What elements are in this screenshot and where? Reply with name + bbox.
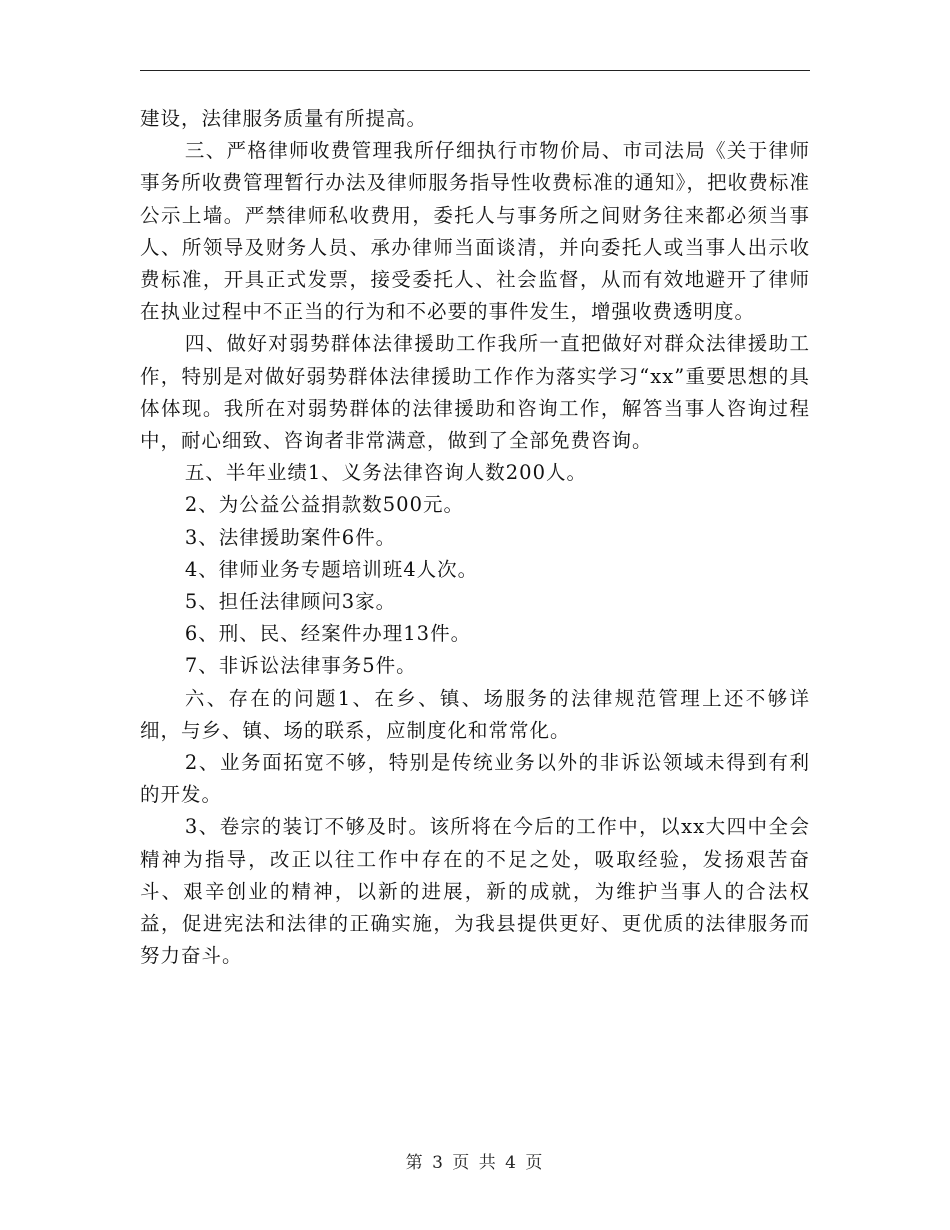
paragraph: 7、非诉讼法律事务5件。	[184, 654, 417, 678]
paragraph: 建设，法律服务质量有所提高。	[140, 107, 428, 130]
paragraph: 3、卷宗的装订不够及时。该所将在今后的工作中，以xx大四中全会精神为指导，改正以往工作中存在的不足之处，吸取经验，发扬艰苦奋斗、艰辛创业的精神，以新的进展，新的成就，为维护当事人的合法权益，促进宪法和法律的正确实施，为我县提供更好、更优质的法律服务而努力奋斗。	[140, 815, 810, 968]
paragraph: 三、严格律师收费管理我所仔细执行市物价局、市司法局《关于律师事务所收费管理暂行办法及律师服务指导性收费标准的通知》，把收费标准公示上墙。严禁律师私收费用，委托人与事务所之间财务往来都必须当事人、所领导及财务人员、承办律师当面谈清，并向委托人或当事人出示收费标准，开具正式发票，接受委托人、社会监督，从而有效地避开了律师在执业过程中不正当的行为和不必要的事件发生，增强收费透明度。	[140, 139, 810, 324]
page-footer: 第 3 页 共 4 页	[405, 1153, 545, 1173]
paragraph: 5、担任法律顾问3家。	[184, 590, 397, 614]
paragraph: 3、法律援助案件6件。	[184, 525, 397, 549]
paragraph: 2、业务面拓宽不够，特别是传统业务以外的非诉讼领域未得到有利的开发。	[140, 751, 810, 807]
document-body	[140, 103, 810, 972]
paragraph: 五、半年业绩1、义务法律咨询人数200人。	[184, 461, 587, 485]
paragraph: 2、为公益公益捐款数500元。	[184, 493, 464, 517]
paragraph: 六、存在的问题1、在乡、镇、场服务的法律规范管理上还不够详细，与乡、镇、场的联系，应制度化和常常化。	[140, 686, 810, 742]
paragraph: 4、律师业务专题培训班4人次。	[184, 557, 479, 581]
header-rule	[140, 70, 810, 71]
paragraph: 四、做好对弱势群体法律援助工作我所一直把做好对群众法律援助工作，特别是对做好弱势群体法律援助工作作为落实学习“xx”重要思想的具体体现。我所在对弱势群体的法律援助和咨询工作，解答当事人咨询过程中，耐心细致、咨询者非常满意，做到了全部免费咨询。	[140, 332, 810, 453]
paragraph: 6、刑、民、经案件办理13件。	[184, 622, 472, 646]
